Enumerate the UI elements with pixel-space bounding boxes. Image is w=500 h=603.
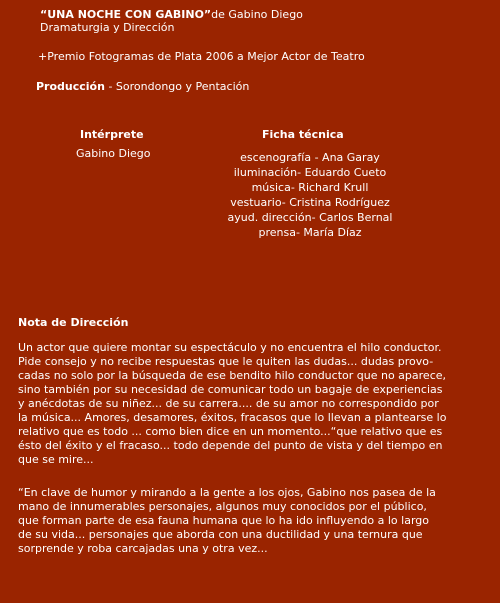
show-subtitle: Dramaturgia y Dirección xyxy=(40,21,175,34)
ficha-item: ayud. dirección- Carlos Bernal xyxy=(227,211,393,224)
nota-paragraph-1: Un actor que quiere montar su espectáculo y no encuentra el hilo conductor. Pide consejo y no recibe respuestas que le quiten las dudas... dudas provo- cadas no solo por la búsqueda de ese bendito hilo conductor que no aparece, sino también por su necesidad de comunicar todo un bagaje de experiencias y anécdotas de su niñez... de su carrera.... de su amor no correspondido por la música... Amores, desamores, éxitos, fracasos que lo llevan a plantearse lo relativo que es todo ... como bien dice en un momento...“que relativo que es ésto del éxito y el fracaso... todo depende del punto de vista y del tiempo en que se mire... xyxy=(18,341,447,466)
production-label: Producción xyxy=(36,80,105,93)
ficha-item: escenografía - Ana Garay xyxy=(240,151,380,164)
show-title-line xyxy=(40,8,303,21)
production-line xyxy=(36,80,249,93)
ficha-item: iluminación- Eduardo Cueto xyxy=(233,166,387,179)
ficha-list xyxy=(200,150,420,240)
ficha-item: vestuario- Cristina Rodríguez xyxy=(230,196,390,209)
interprete-heading xyxy=(80,128,144,141)
production-value: - Sorondongo y Pentación xyxy=(104,80,250,93)
interprete-name: Gabino Diego xyxy=(76,147,151,160)
show-author: de Gabino Diego xyxy=(211,8,303,21)
nota-paragraph-2: “En clave de humor y mirando a la gente a los ojos, Gabino nos pasea de la mano de innumerables personajes, algunos muy conocidos por el público, que forman parte de esa fauna humana que lo ha ido influyendo a lo largo de su vida... personajes que aborda con una ductilidad y una ternura que sorprende y roba carcajadas una y otra vez... xyxy=(18,486,436,555)
ficha-item: prensa- María Díaz xyxy=(258,226,362,239)
nota-heading xyxy=(18,316,128,329)
ficha-item: música- Richard Krull xyxy=(251,181,369,194)
interprete-heading-text: Intérprete xyxy=(80,128,144,141)
nota-heading-text: Nota de Dirección xyxy=(18,316,129,329)
ficha-heading xyxy=(262,128,344,141)
show-title: “UNA NOCHE CON GABINO” xyxy=(40,8,212,21)
ficha-heading-text: Ficha técnica xyxy=(262,128,344,141)
award-line: +Premio Fotogramas de Plata 2006 a Mejor Actor de Teatro xyxy=(38,50,365,63)
